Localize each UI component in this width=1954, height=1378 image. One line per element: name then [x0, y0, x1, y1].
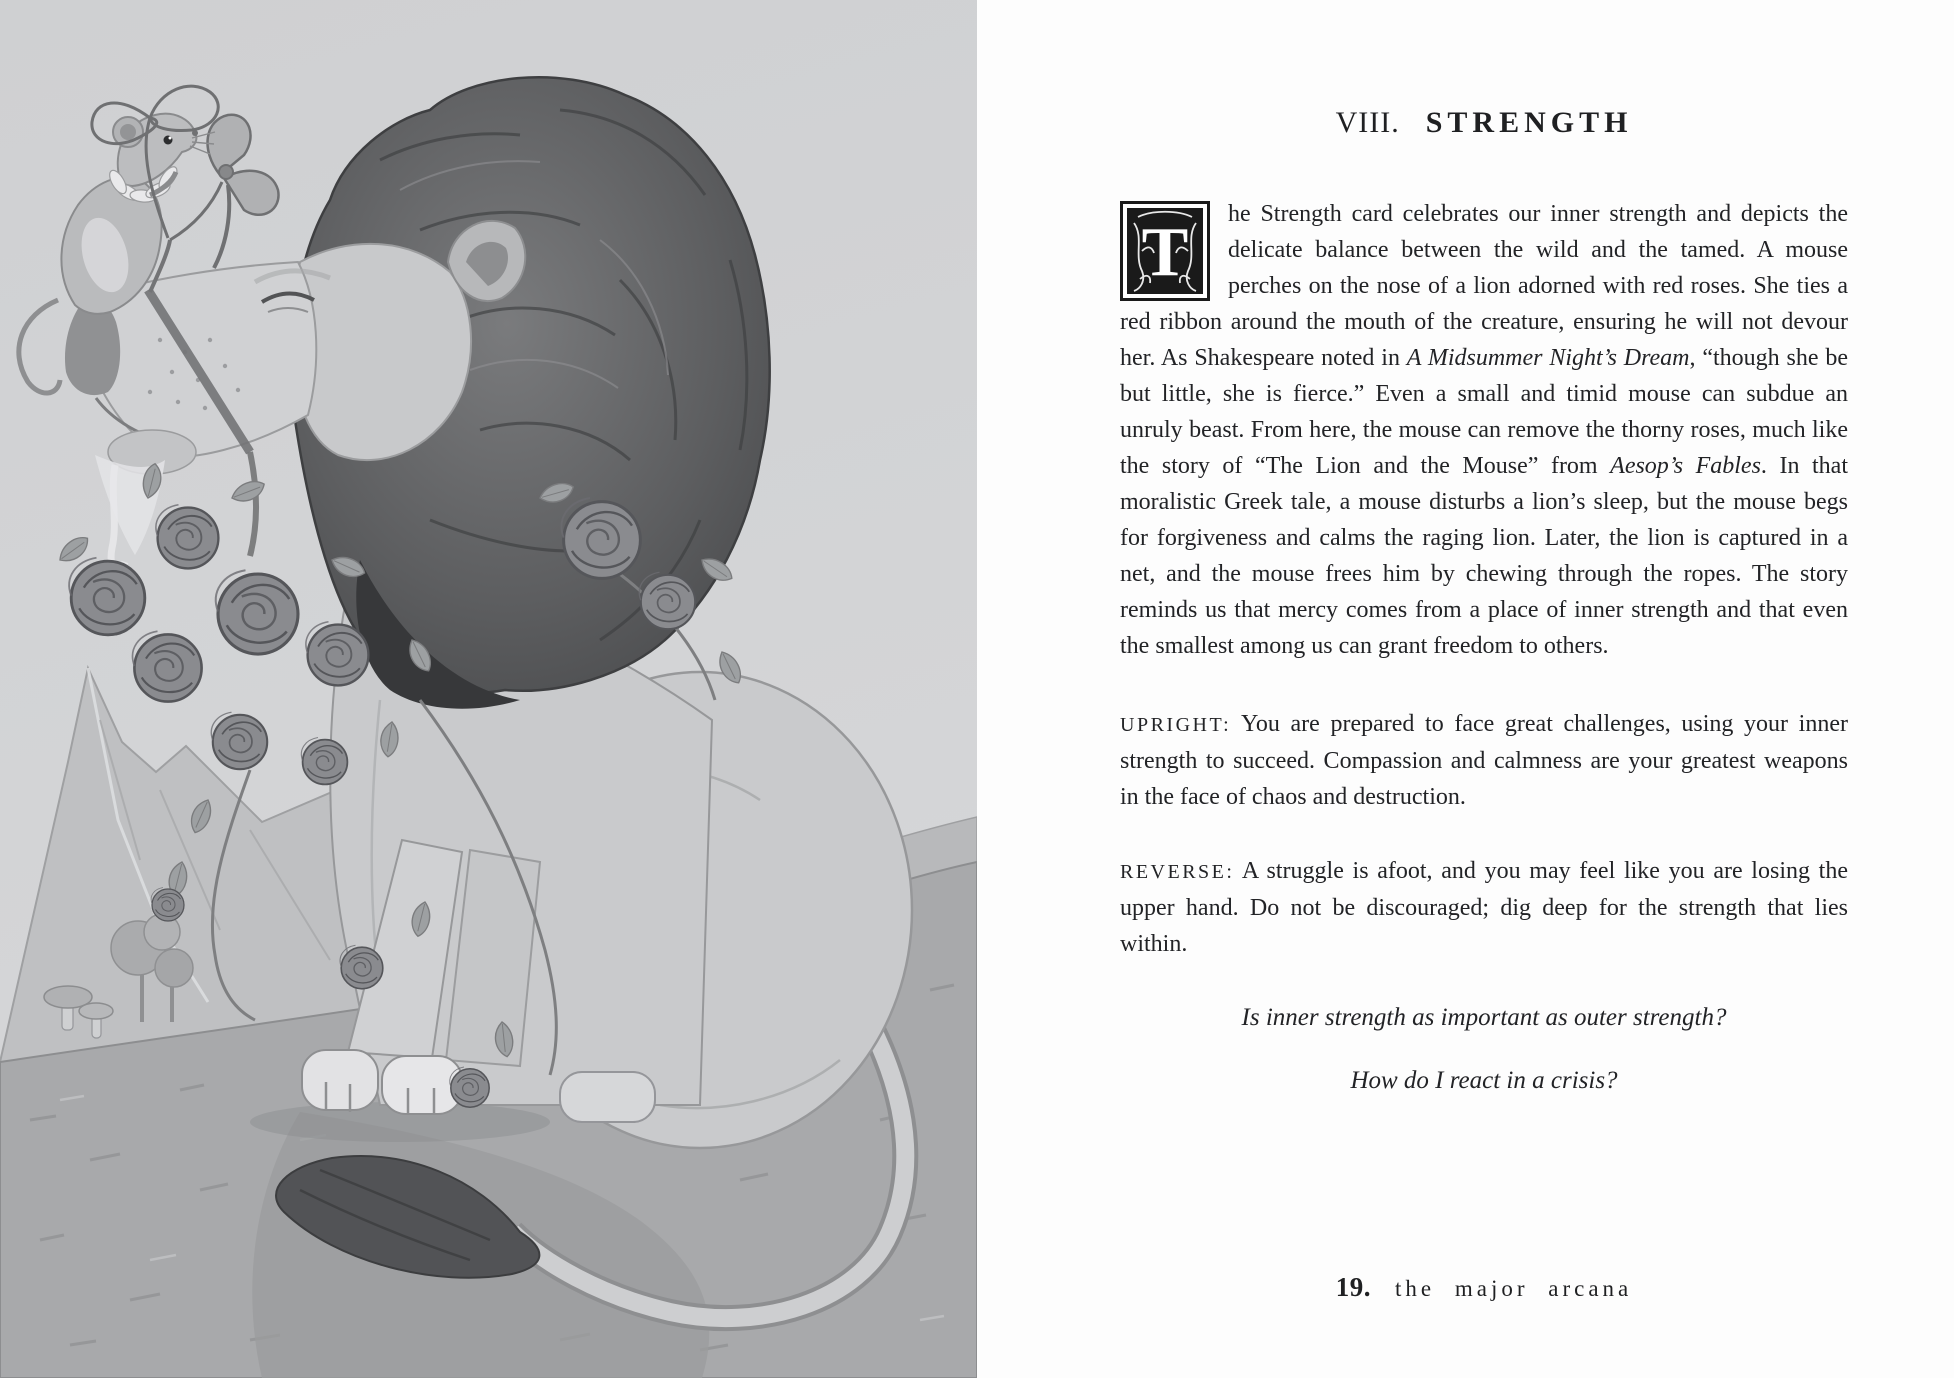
card-description-paragraph	[1120, 196, 1848, 664]
card-description-text: he Strength card celebrates our inner strength and depicts the delicate balance between the wild and the tamed. A mouse perches on the nose of a lion adorned with red roses. She ties a red ribbon around the mouth of the creature, ensuring he will not devour her. As Shakespeare noted in A Midsummer Night’s Dream, “though she be but little, she is fierce.” Even a small and timid mouse can subdue an unruly beast. From here, the mouse can remove the thorny roses, much like the story of “The Lion and the Mouse” from Aesop’s Fables. In that moralistic Greek tale, a mouse disturbs a lion’s sleep, but the mouse begs for forgiveness and calms the raging lion. Later, the lion is captured in a net, and the mouse frees him by chewing through the ropes. The story reminds us that mercy comes from a place of inner strength and that even the smallest among us can grant freedom to others.	[1120, 201, 1849, 659]
mouse-eye	[164, 136, 173, 145]
page-number: 19.	[1335, 1272, 1371, 1302]
chapter-number: VIII.	[1335, 106, 1400, 139]
question-1: Is inner strength as important as outer strength?	[1241, 1004, 1727, 1031]
upright-paragraph: UPRIGHT: You are prepared to face great challenges, using your inner strength to succeed. Compassion and calmness are your greatest weapons in the face of chaos and destruction.	[1120, 711, 1848, 810]
right-page	[1120, 0, 1848, 1378]
drop-cap-letter: T	[1141, 214, 1189, 291]
question-2: How do I react in a crisis?	[1350, 1067, 1618, 1094]
reverse-paragraph: REVERSE: A struggle is afoot, and you may feel like you are losing the upper hand. Do not be discouraged; dig deep for the strength that lies within.	[1120, 858, 1848, 957]
section-name: the major arcana	[1395, 1276, 1633, 1301]
chapter-title: STRENGTH	[1425, 106, 1633, 139]
page-footer	[1120, 1272, 1848, 1303]
drop-cap-ornament	[1120, 201, 1210, 301]
chapter-heading	[1120, 106, 1848, 140]
reflection-questions	[1120, 1000, 1848, 1099]
